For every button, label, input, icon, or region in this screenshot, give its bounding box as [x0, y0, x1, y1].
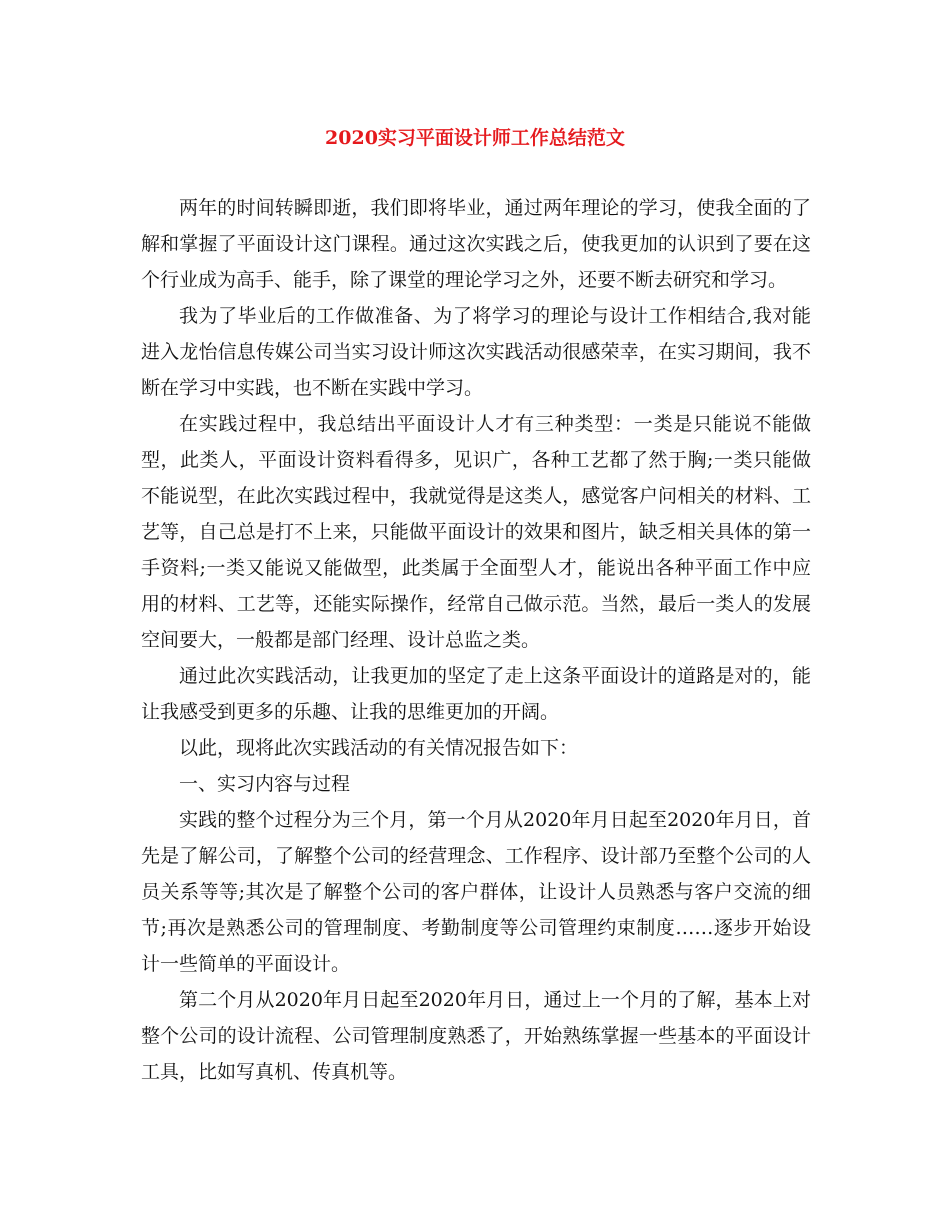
paragraph: 我为了毕业后的工作做准备、为了将学习的理论与设计工作相结合,我对能进入龙怡信息传媒公司当实习设计师这次实践活动很感荣幸，在实习期间，我不断在学习中实践，也不断在实践中学习。: [141, 305, 811, 399]
section-heading: 一、实习内容与过程: [179, 773, 351, 795]
document-title: 2020实习平面设计师工作总结范文: [325, 127, 625, 149]
paragraph: 以此，现将此次实践活动的有关情况报告如下：: [179, 737, 579, 759]
paragraph: 实践的整个过程分为三个月，第一个月从2020年月日起至2020年月日，首先是了解公司，了解整个公司的经营理念、工作程序、设计部乃至整个公司的人员关系等等;其次是了解整个公司的客户群体，让设计人员熟悉与客户交流的细节;再次是熟悉公司的管理制度、考勤制度等公司管理约束制度……逐步开始设计一些简单的平面设计。: [141, 809, 811, 975]
paragraph: 两年的时间转瞬即逝，我们即将毕业，通过两年理论的学习，使我全面的了解和掌握了平面设计这门课程。通过这次实践之后，使我更加的认识到了要在这个行业成为高手、能手，除了课堂的理论学习之外，还要不断去研究和学习。: [141, 197, 811, 291]
paragraph: 通过此次实践活动，让我更加的坚定了走上这条平面设计的道路是对的，能让我感受到更多的乐趣、让我的思维更加的开阔。: [141, 665, 811, 723]
document-body: [141, 190, 811, 1090]
paragraph: 第二个月从2020年月日起至2020年月日，通过上一个月的了解，基本上对整个公司的设计流程、公司管理制度熟悉了，开始熟练掌握一些基本的平面设计工具，比如写真机、传真机等。: [141, 989, 811, 1083]
paragraph: 在实践过程中，我总结出平面设计人才有三种类型：一类是只能说不能做型，此类人，平面设计资料看得多，见识广，各种工艺都了然于胸;一类只能做不能说型，在此次实践过程中，我就觉得是这类人，感觉客户问相关的材料、工艺等，自己总是打不上来，只能做平面设计的效果和图片，缺乏相关具体的第一手资料;一类又能说又能做型，此类属于全面型人才，能说出各种平面工作中应用的材料、工艺等，还能实际操作，经常自己做示范。当然，最后一类人的发展空间要大，一般都是部门经理、设计总监之类。: [141, 413, 811, 651]
